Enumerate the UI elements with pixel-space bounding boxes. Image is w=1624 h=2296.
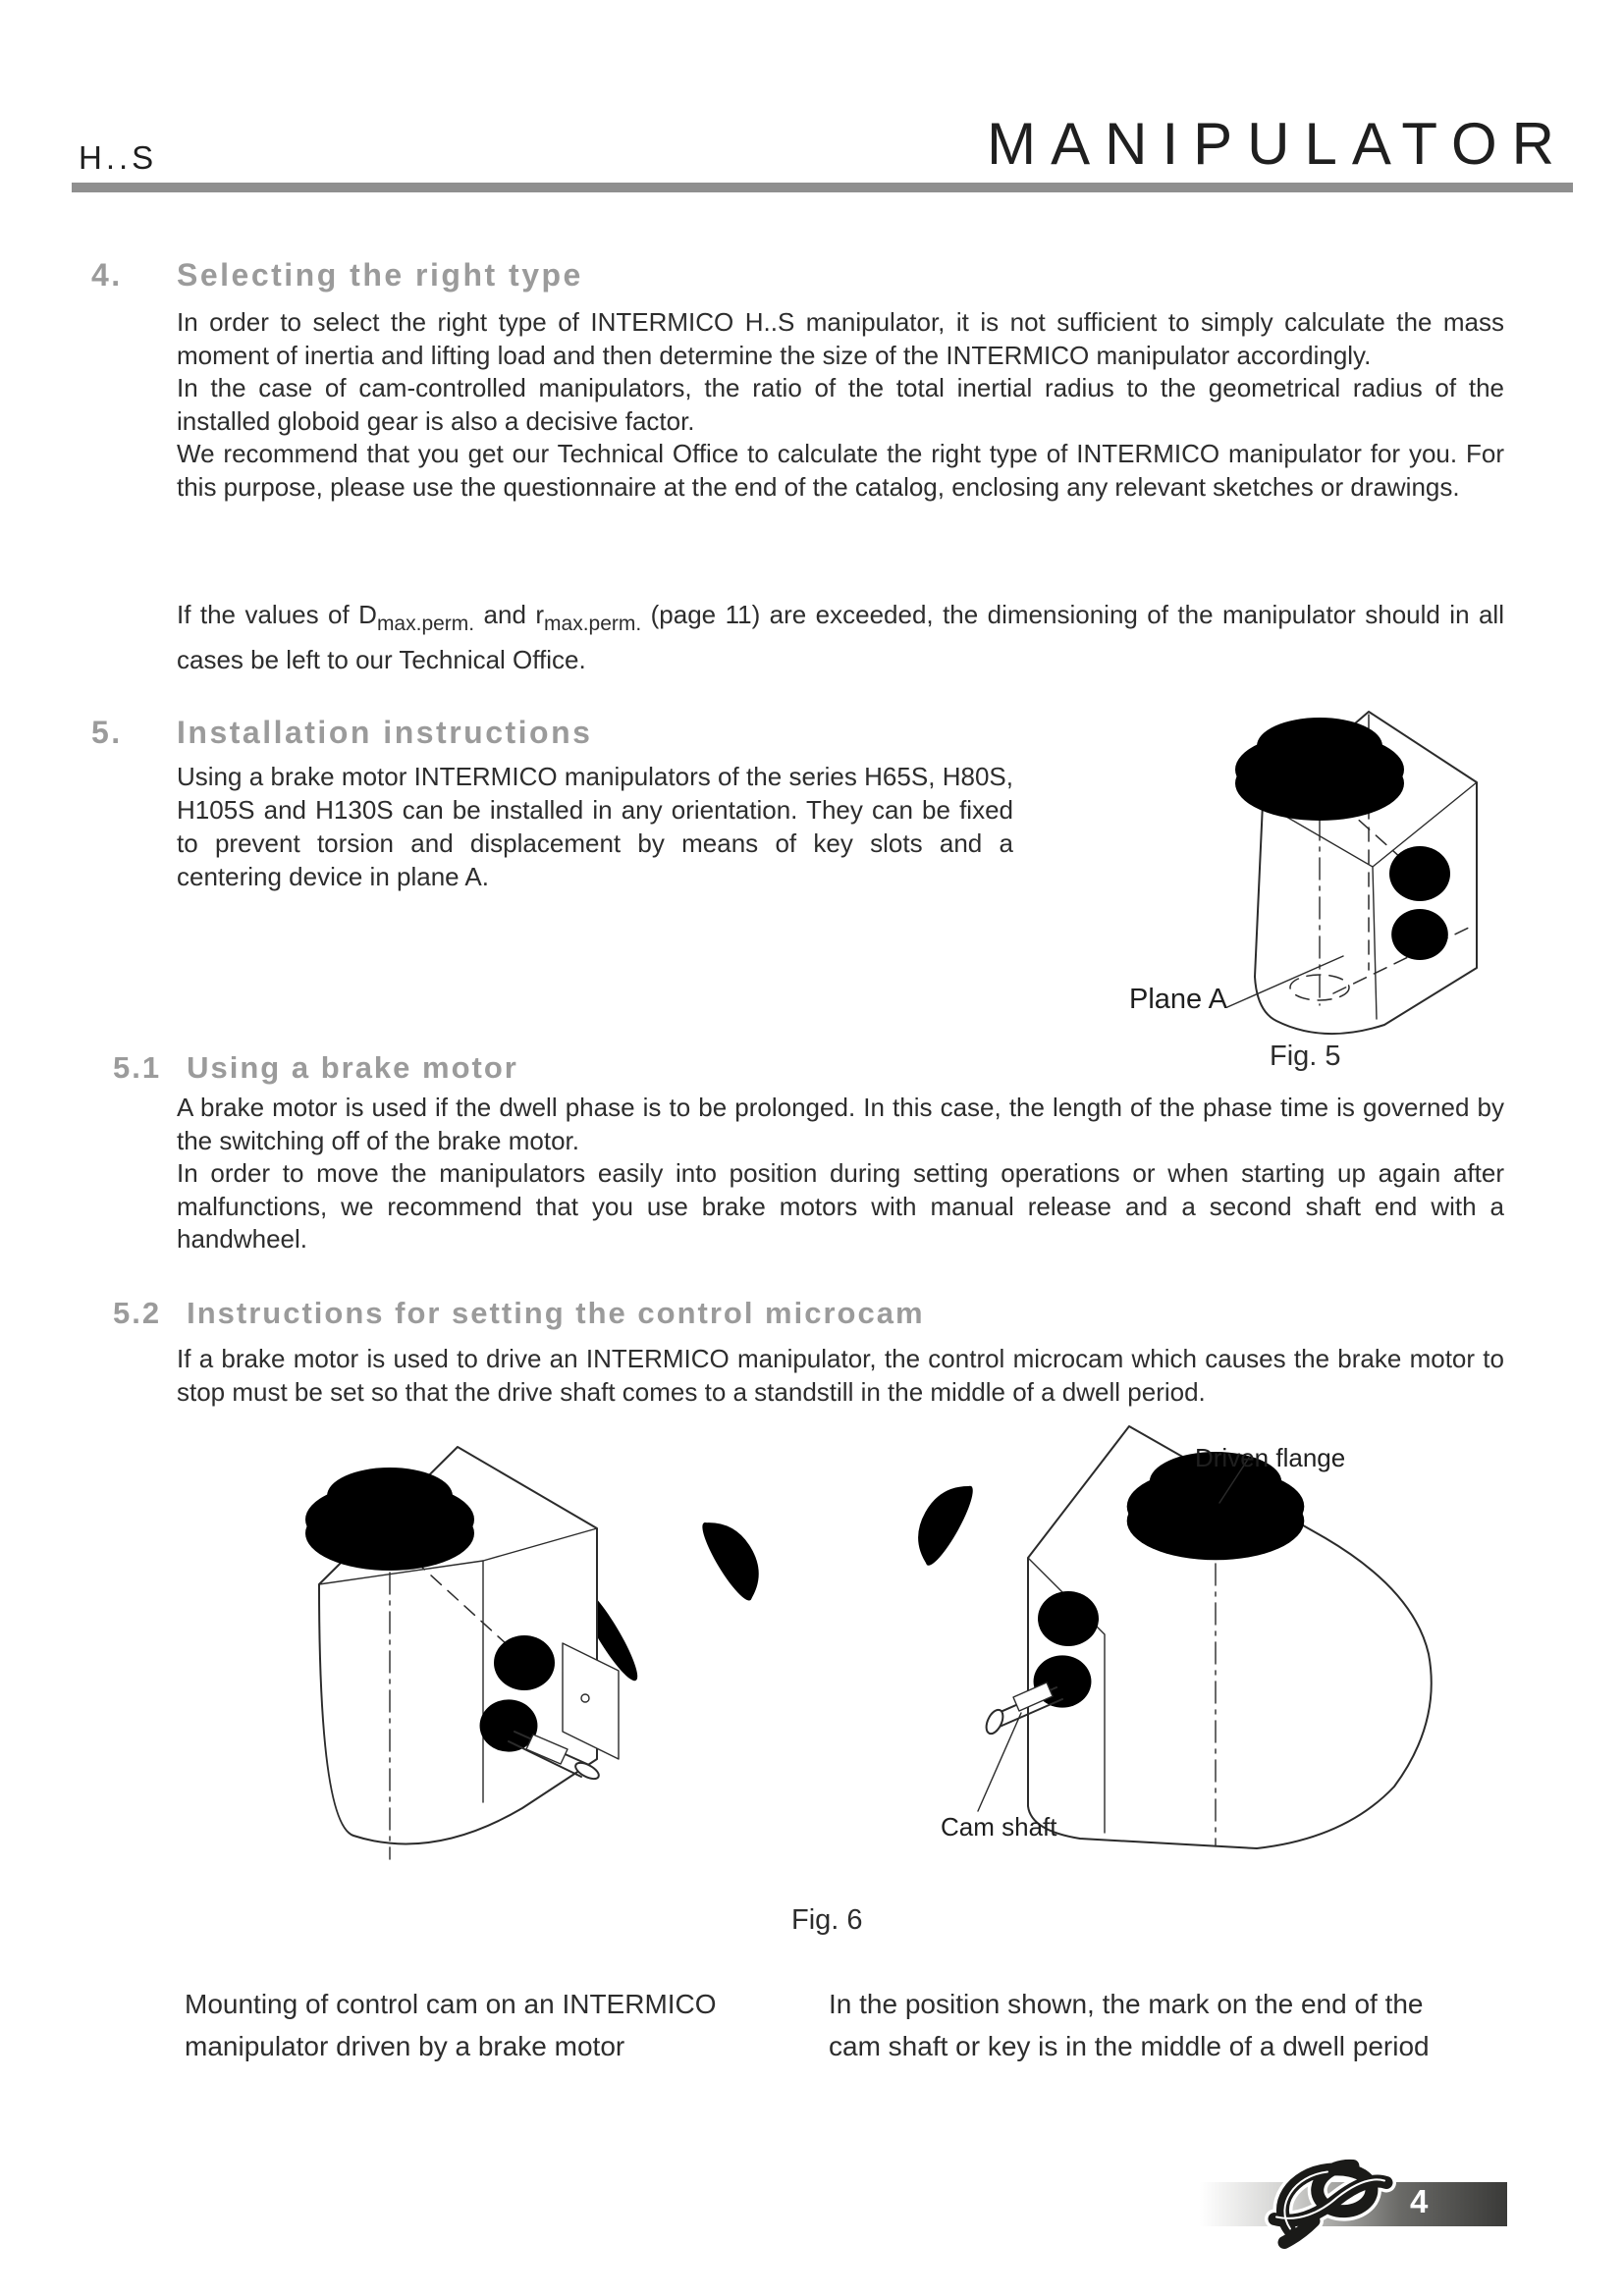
page-title: MANIPULATOR (987, 111, 1569, 177)
paragraph: A brake motor is used if the dwell phase is to be prolonged. In this case, the length of the phase time is governed by the switching off of the brake motor. (177, 1093, 1504, 1155)
section-5-2-title: Instructions for setting the control microcam (187, 1296, 925, 1330)
formula-text: and r (474, 600, 545, 629)
section-5-2-heading (113, 1296, 925, 1331)
section-5-title: Installation instructions (177, 715, 593, 750)
paragraph: In order to move the manipulators easily into position during setting operations or when starting up again after malfunctions, we recommend that you use brake motors with manual release and a second shaft end with a handwheel. (177, 1158, 1504, 1254)
model-code: H..S (79, 139, 158, 176)
page-number: 4 (1410, 2183, 1429, 2219)
formula-subscript: max.perm. (376, 613, 475, 635)
section-5-1-body (177, 1092, 1504, 1256)
section-4-title: Selecting the right type (177, 257, 583, 293)
paragraph: In the case of cam-controlled manipulators, the ratio of the total inertial radius to the geometrical radius of the installed globoid gear is also a decisive factor. (177, 373, 1504, 436)
paragraph: We recommend that you get our Technical Office to calculate the right type of INTERMICO manipulator for you. For this purpose, please use the questionnaire at the end of the catalog, enclosing any relevant sketches or drawings. (177, 439, 1504, 502)
section-5-1-number: 5.1 (113, 1050, 162, 1085)
section-4-number: 4. (91, 257, 123, 293)
formula-text: (page 11) are exceeded, the dimensioning of the manipulator should in all cases be left to our Technical Office. (177, 600, 1504, 674)
section-4-body (177, 306, 1504, 504)
header-rule (72, 183, 1573, 192)
fig6-caption: Fig. 6 (791, 1904, 863, 1936)
formula-subscript: max.perm. (544, 613, 642, 635)
cam-shaft-label: Cam shaft (941, 1812, 1057, 1842)
fig5-caption: Fig. 5 (1270, 1041, 1341, 1072)
plane-a-label: Plane A (1129, 984, 1227, 1015)
brand-knot-icon (1267, 2142, 1394, 2255)
section-5-2-number: 5.2 (113, 1296, 162, 1330)
driven-flange-label: Driven flange (1195, 1443, 1346, 1472)
fig6-left-drawing (236, 1435, 805, 1877)
paragraph: Using a brake motor INTERMICO manipulators of the series H65S, H80S, H105S and H130S can be installed in any orientation. They can be fixed to prevent torsion and displacement by means of key slots and a centering device in plane A. (177, 762, 1013, 891)
section-5-body (177, 760, 1013, 893)
fig6-caption-left: Mounting of control cam on an INTERMICO manipulator driven by a brake motor (185, 1989, 717, 2061)
fig6-caption-right: In the position shown, the mark on the end of the cam shaft or key is in the middle of a dwell period (829, 1989, 1430, 2061)
paragraph: In order to select the right type of INTERMICO H..S manipulator, it is not sufficient to simply calculate the mass moment of inertia and lifting load and then determine the size of the INTERMICO manipulator accordingly. (177, 307, 1504, 370)
paragraph: If a brake motor is used to drive an INTERMICO manipulator, the control microcam which causes the brake motor to stop must be set so that the drive shaft comes to a standstill in the middle of a dwell period. (177, 1344, 1504, 1407)
formula-paragraph (177, 597, 1504, 678)
section-5-1-heading (113, 1050, 518, 1086)
formula-text: If the values of D (177, 600, 377, 629)
section-5-number: 5. (91, 715, 123, 750)
section-5-1-title: Using a brake motor (187, 1050, 518, 1085)
